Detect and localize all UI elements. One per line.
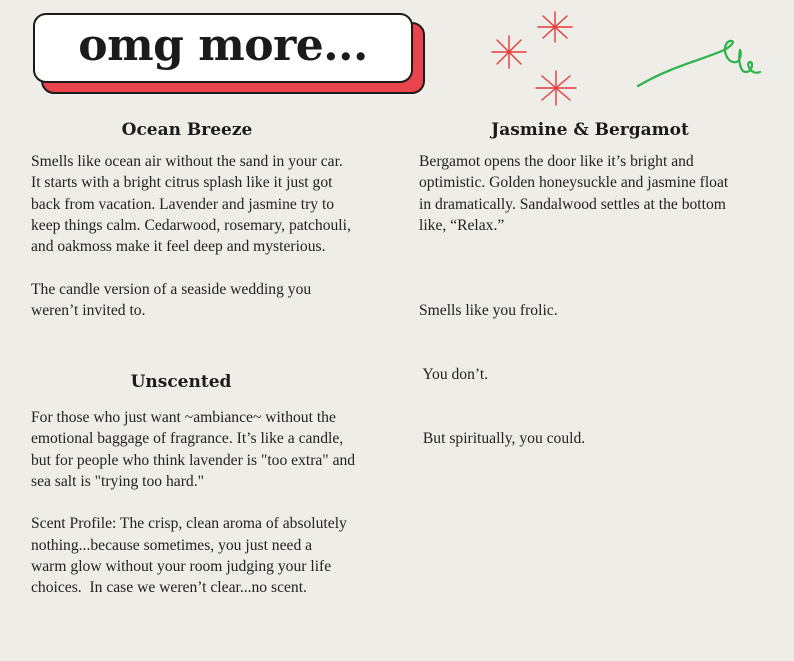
section-paragraph (31, 151, 351, 257)
text-line: emotional baggage of fragrance. It’s like a candle, (31, 430, 344, 448)
text-line: weren’t invited to. (31, 302, 146, 320)
section-ocean-breeze (31, 119, 351, 321)
text-line: nothing...because sometimes, you just need a (31, 536, 313, 554)
sparkle-icon (538, 12, 572, 42)
section-paragraph (31, 407, 356, 492)
section-jasmine-bergamot (419, 119, 761, 492)
text-line: and oakmoss make it feel deep and mysterious. (31, 238, 326, 256)
text-line: It starts with a bright citrus splash like it just got (31, 174, 333, 192)
text-line: Smells like ocean air without the sand in your car. (31, 153, 343, 170)
text-line: For those who just want ~ambiance~ without the (31, 409, 336, 426)
section-title: Unscented (130, 372, 232, 392)
text-line: keep things calm. Cedarwood, rosemary, patchouli, (31, 216, 351, 234)
section-unscented (31, 371, 356, 599)
section-paragraph (31, 279, 343, 322)
text-line: like, “Relax.” (419, 216, 505, 234)
text-line: in dramatically. Sandalwood settles at the bottom (419, 195, 726, 213)
text-line: choices. In case we weren’t clear...no scent. (31, 579, 307, 597)
text-line: but for people who think lavender is "too extra" and (31, 451, 356, 469)
text-line: sea salt is "trying too hard." (31, 472, 204, 490)
squiggle-decoration (632, 36, 767, 91)
sparkles-decoration (485, 5, 595, 110)
sparkle-icon (536, 71, 576, 105)
sparkle-icon (492, 36, 526, 68)
section-title: Jasmine & Bergamot (491, 120, 689, 140)
title-banner (33, 13, 425, 93)
text-line: back from vacation. Lavender and jasmine try to (31, 195, 335, 213)
page-title: omg more... (78, 20, 368, 71)
text-line: You don’t. (419, 365, 489, 383)
text-line: The candle version of a seaside wedding you (31, 280, 312, 298)
section-paragraph (419, 151, 761, 236)
section-paragraph (31, 513, 347, 598)
text-line: But spiritually, you could. (419, 429, 586, 447)
text-line: Scent Profile: The crisp, clean aroma of absolutely (31, 515, 347, 533)
text-line: warm glow without your room judging your life (31, 558, 332, 576)
text-line: Smells like you frolic. (419, 302, 558, 320)
section-paragraph (419, 257, 761, 491)
text-line: optimistic. Golden honeysuckle and jasmine float (419, 174, 729, 192)
title-box (33, 13, 413, 83)
text-line: Bergamot opens the door like it’s bright and (419, 153, 694, 170)
section-title: Ocean Breeze (121, 120, 253, 140)
